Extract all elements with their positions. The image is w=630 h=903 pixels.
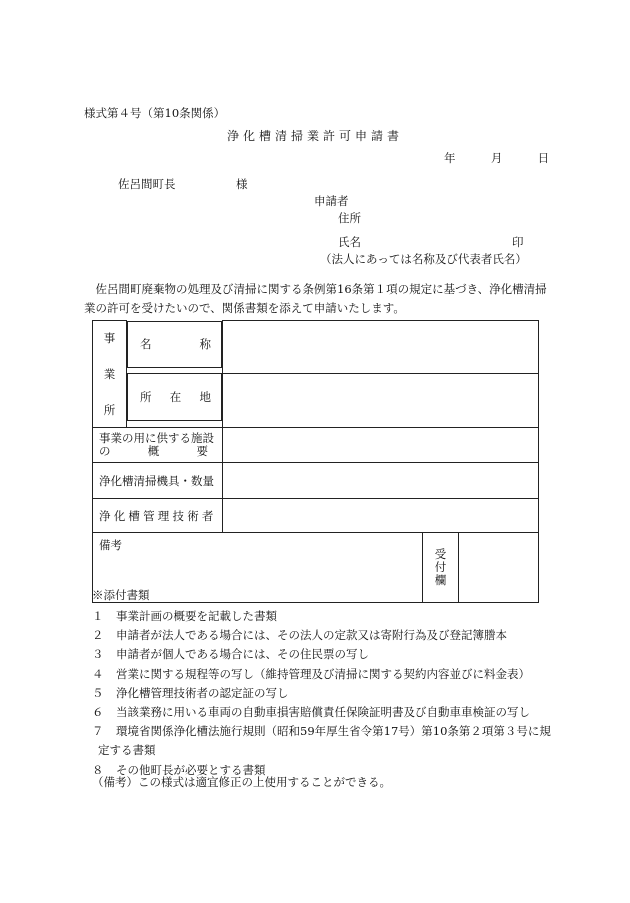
office-name-field[interactable] <box>223 321 539 374</box>
date-month: 月 <box>490 151 503 165</box>
date-line <box>444 153 549 165</box>
reception-label: 受 付 欄 <box>423 533 459 603</box>
name-label: 氏名 <box>338 235 361 249</box>
address-label: 住所 <box>338 211 361 225</box>
remarks-label: 備考 <box>99 538 122 552</box>
office-label: 事 業 所 <box>93 321 127 428</box>
list-item: ２ 申請者が法人である場合には、その法人の定款又は寄附行為及び登記簿謄本 <box>92 628 507 643</box>
list-item: ４ 営業に関する規程等の写し（維持管理及び清掃に関する契約内容並びに料金表） <box>92 666 530 681</box>
form-number: 様式第４号（第10条関係） <box>84 106 226 120</box>
list-item: ５ 浄化槽管理技術者の認定証の写し <box>92 685 289 700</box>
remarks-note: （備考）この様式は適宜修正の上使用することができる。 <box>92 775 391 789</box>
attachments-heading: ※添付書類 <box>92 588 150 602</box>
reception-field[interactable] <box>459 533 539 603</box>
date-day: 日 <box>537 151 550 165</box>
facility-overview-field[interactable] <box>223 428 539 463</box>
manager-field[interactable] <box>223 499 539 533</box>
page-title: 浄化槽清掃業許可申請書 <box>226 129 403 143</box>
office-location-field[interactable] <box>223 373 539 427</box>
equipment-label: 浄化槽清掃機具・数量 <box>93 463 223 499</box>
seal-mark: 印 <box>512 235 524 249</box>
manager-label: 浄化槽管理技術者 <box>93 499 223 533</box>
facility-overview-label: 事業の用に供する施設 の 概 要 <box>93 428 223 463</box>
addressee: 佐呂間町長 <box>118 177 176 191</box>
office-name-label: 名 称 <box>127 321 222 368</box>
date-year: 年 <box>444 151 456 165</box>
application-table <box>92 320 539 603</box>
corporation-note: （法人にあっては名称及び代表者氏名） <box>320 252 527 266</box>
list-item-continuation: 定する書類 <box>98 743 156 758</box>
list-item: ８ その他町長が必要とする書類 <box>92 762 266 777</box>
list-item: ６ 当該業務に用いる車両の自動車損害賠償責任保険証明書及び自動車車検証の写し <box>92 705 530 720</box>
addressee-honorific: 様 <box>236 177 248 191</box>
list-item: ７ 環境省関係浄化槽法施行規則（昭和59年厚生省令第17号）第10条第２項第３号に規 <box>92 724 551 739</box>
office-location-label: 所 在 地 <box>127 373 222 421</box>
attachments-list <box>92 607 562 780</box>
list-item: ３ 申請者が個人である場合には、その住民票の写し <box>92 647 369 662</box>
equipment-field[interactable] <box>223 463 539 499</box>
intro-paragraph: 佐呂間町廃棄物の処理及び清掃に関する条例第16条第１項の規定に基づき、浄化槽清掃業の許可を受けたいので、関係書類を添えて申請いたします。 <box>84 282 547 315</box>
applicant-label: 申請者 <box>314 194 349 208</box>
list-item: １ 事業計画の概要を記載した書類 <box>92 609 277 623</box>
